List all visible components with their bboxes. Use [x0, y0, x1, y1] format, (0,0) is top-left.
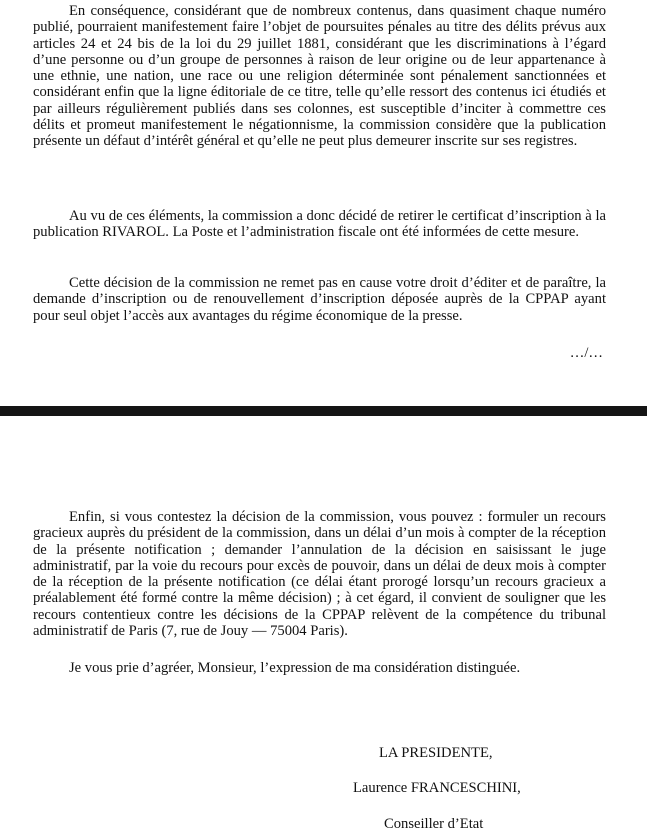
paragraph-consequence: En conséquence, considérant que de nombreux contenus, dans quasiment chaque numéro publié, pourraient manifestement faire l’objet de poursuites pénales au titre des délits prévus aux articles 24 et 24 bis de la loi du 29 juillet 1881, considérant que les discriminations à l’égard d’une personne ou d’un groupe de personnes à raison de leur origine ou de leur appartenance à une ethnie, une nation, une race ou une religion déterminée sont pénalement sanctionnées et considérant enfin que la ligne éditoriale de ce titre, telle qu’elle ressort des contenus ici étudiés et par ailleurs régulièrement publiés dans ses colonnes, est susceptible d’inciter à commettre ces délits et promeut manifestement le négationnisme, la commission considère que la publication présente un défaut d’intérêt général et qu’elle ne peut plus demeurer inscrite sur ses registres. [33, 3, 606, 150]
signature-name: Laurence FRANCESCHINI, [353, 780, 521, 796]
paragraph-appeal: Enfin, si vous contestez la décision de la commission, vous pouvez : formuler un recours gracieux auprès du président de la commission, dans un délai d’un mois à compter de la réception de la présente notification ; demander l’annulation de la décision en saisissant le juge administratif, par la voie du recours pour excès de pouvoir, dans un délai de deux mois à compter de la réception de la présente notification (ce délai étant prorogé lorsqu’un recours gracieux a préalablement été formé contre la même décision) ; à cet égard, il convient de souligner que les recours contentieux contre les décisions de la CPPAP relèvent de la compétence du tribunal administratif de Paris (7, rue de Jouy — 75004 Paris). [33, 509, 606, 640]
signature-role: Conseiller d’Etat [384, 816, 484, 832]
signature-title: LA PRESIDENTE, [379, 745, 493, 761]
page-divider [0, 406, 647, 416]
paragraph-rights: Cette décision de la commission ne remet pas en cause votre droit d’éditer et de paraître, la demande d’inscription ou de renouvellement d’inscription déposée auprès de la CPPAP ayant pour seul objet l’accès aux avantages du régime économique de la presse. [33, 275, 606, 324]
paragraph-closing: Je vous prie d’agréer, Monsieur, l’expression de ma considération distinguée. [69, 660, 521, 676]
continuation-marker: …/… [569, 345, 603, 361]
paragraph-decision: Au vu de ces éléments, la commission a donc décidé de retirer le certificat d’inscription à la publication RIVAROL. La Poste et l’administration fiscale ont été informées de cette mesure. [33, 208, 606, 241]
